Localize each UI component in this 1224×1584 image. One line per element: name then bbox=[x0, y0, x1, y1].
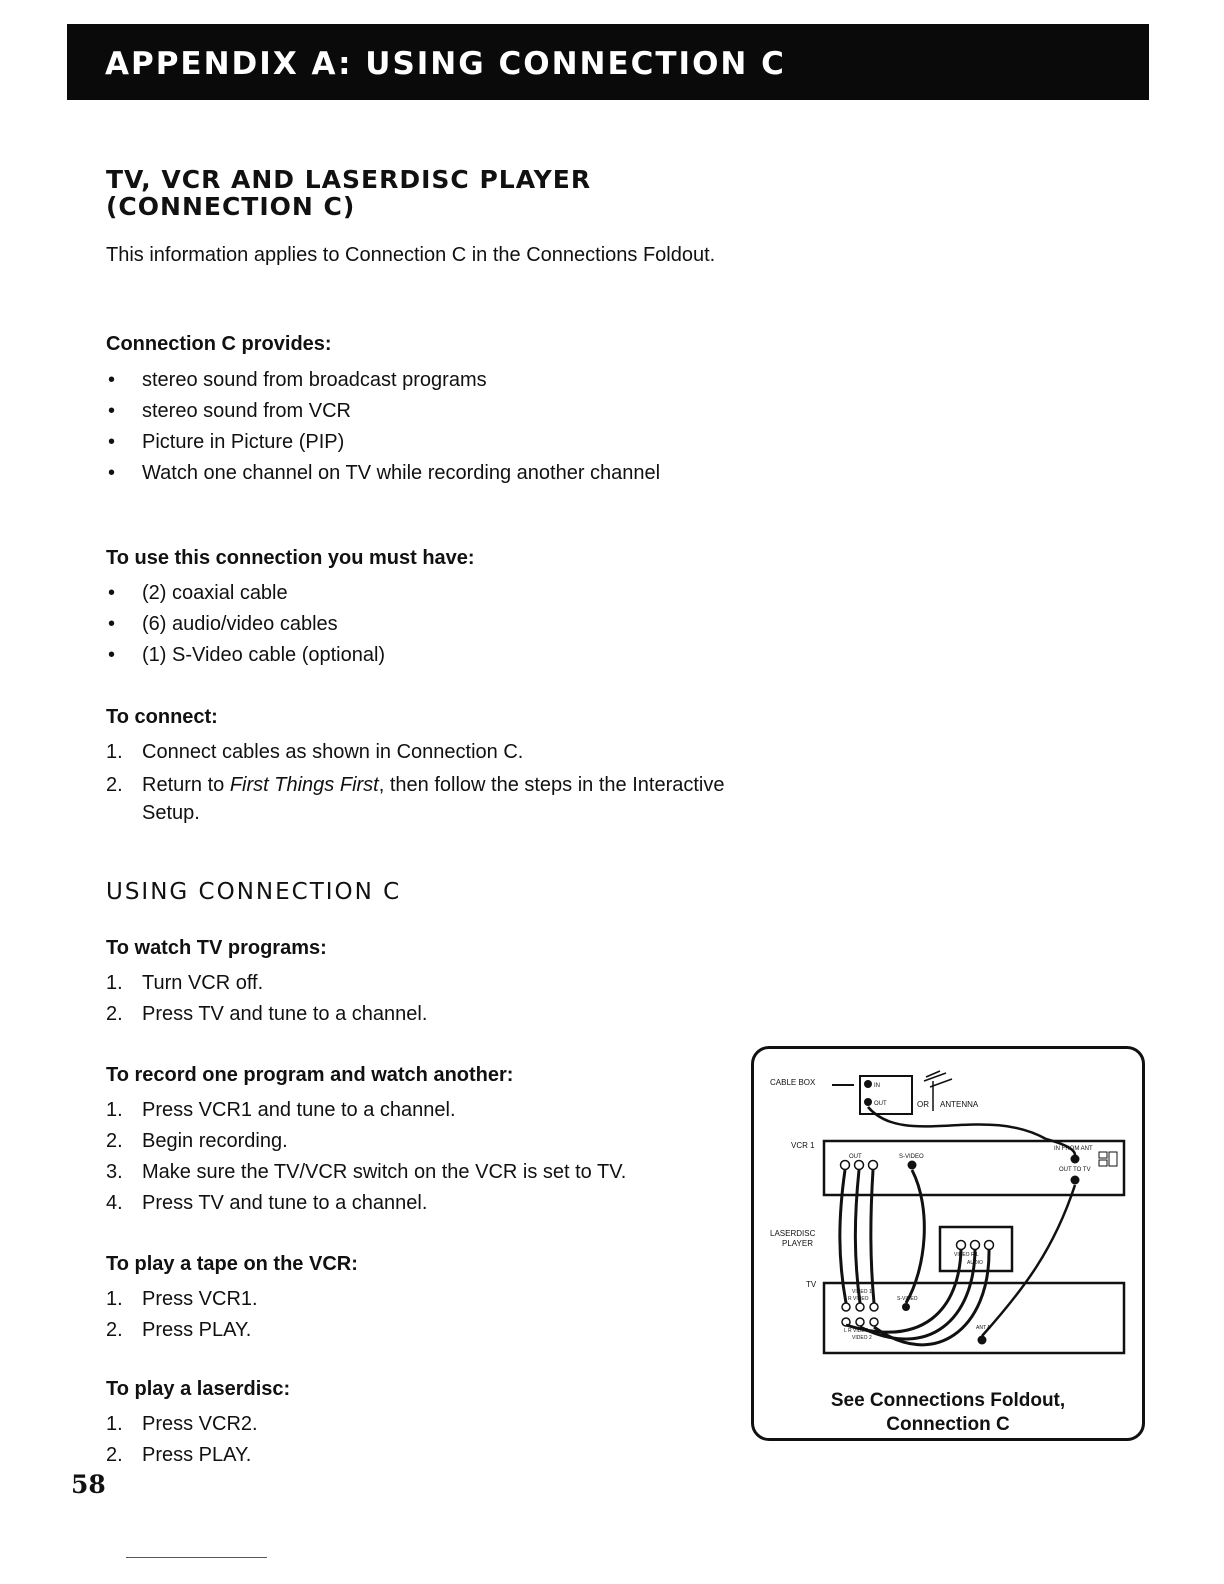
tv-ant-jack bbox=[978, 1336, 987, 1345]
must-have-heading: To use this connection you must have: bbox=[106, 547, 475, 569]
vcr1-switch bbox=[1099, 1152, 1107, 1158]
laserdisc-label-line1: LASERDISC bbox=[770, 1229, 816, 1238]
laserdisc-jack-r bbox=[971, 1241, 980, 1250]
tv-video2-label: VIDEO 2 bbox=[852, 1335, 872, 1341]
coax-cable-1 bbox=[868, 1107, 1046, 1139]
cable-box-label: CABLE BOX bbox=[770, 1078, 816, 1087]
vcr1-out-jack bbox=[1071, 1176, 1080, 1185]
connection-diagram-drawing bbox=[754, 1049, 1142, 1438]
cable-box-out-jack bbox=[864, 1098, 872, 1106]
tv-svideo-jack bbox=[902, 1303, 910, 1311]
vcr1-out-to-tv-label: OUT TO TV bbox=[1059, 1167, 1091, 1173]
connect-heading: To connect: bbox=[106, 706, 218, 728]
list-item: • stereo sound from VCR bbox=[106, 399, 706, 424]
first-things-first-ref: First Things First bbox=[229, 774, 379, 796]
laserdisc-label-line2: PLAYER bbox=[782, 1239, 813, 1248]
must-have-list bbox=[106, 581, 706, 674]
tv-ant-a-label: ANT A bbox=[976, 1325, 991, 1331]
play-laserdisc-steps bbox=[106, 1412, 706, 1474]
video-cable bbox=[871, 1170, 874, 1303]
appendix-banner: APPENDIX A: USING CONNECTION C bbox=[67, 24, 1149, 100]
record-steps bbox=[106, 1098, 706, 1222]
vcr1-jack-video bbox=[869, 1161, 878, 1170]
list-item: 2. Press TV and tune to a channel. bbox=[106, 1003, 428, 1025]
connection-diagram bbox=[751, 1046, 1145, 1441]
tv-jack bbox=[870, 1318, 878, 1326]
section-title-line2: (CONNECTION C) bbox=[106, 192, 356, 221]
vcr1-jack-r bbox=[855, 1161, 864, 1170]
laserdisc-jack-labels: VIDEO R L bbox=[954, 1252, 979, 1258]
cable-box-in-label: IN bbox=[874, 1083, 880, 1089]
coax-cable-2 bbox=[982, 1185, 1075, 1336]
list-item: 1. Press VCR1 and tune to a channel. bbox=[106, 1099, 456, 1121]
diagram-caption-line1: See Connections Foldout, bbox=[830, 1390, 1066, 1411]
list-item: • (6) audio/video cables bbox=[106, 612, 706, 637]
vcr1-jack-l bbox=[841, 1161, 850, 1170]
list-item: • stereo sound from broadcast programs bbox=[106, 368, 706, 393]
list-item: 2. Return to First Things First, then follow the steps in the Interactive Setup. bbox=[106, 774, 725, 824]
cable-box-out-label: OUT bbox=[874, 1101, 887, 1107]
tv-jack bbox=[870, 1303, 878, 1311]
list-item: • (2) coaxial cable bbox=[106, 581, 706, 606]
vcr1-in-from-ant-label: IN FROM ANT bbox=[1054, 1146, 1093, 1152]
list-item: • (1) S-Video cable (optional) bbox=[106, 643, 706, 668]
vcr1-in-jack bbox=[1071, 1155, 1080, 1164]
section-title bbox=[106, 166, 591, 220]
page-number: 58 bbox=[71, 1470, 106, 1499]
tv-video2-jack-labels: L R VIDEO bbox=[844, 1328, 869, 1334]
using-connection-title: USING CONNECTION C bbox=[106, 879, 402, 905]
watch-tv-heading: To watch TV programs: bbox=[106, 937, 327, 959]
tv-svideo-label: S-VIDEO bbox=[897, 1296, 918, 1302]
vcr1-label: VCR 1 bbox=[791, 1141, 815, 1150]
laserdisc-jack-video bbox=[957, 1241, 966, 1250]
tv-jack bbox=[856, 1303, 864, 1311]
intro-paragraph: This information applies to Connection C in the Connections Foldout. bbox=[106, 244, 716, 266]
laserdisc-audio-label: AUDIO bbox=[967, 1260, 983, 1266]
list-item: 3. Make sure the TV/VCR switch on the VCR is set to TV. bbox=[106, 1161, 627, 1183]
provides-heading: Connection C provides: bbox=[106, 333, 332, 355]
tv-label: TV bbox=[806, 1280, 817, 1289]
list-item: 2. Begin recording. bbox=[106, 1130, 288, 1152]
list-item: 1. Connect cables as shown in Connection C. bbox=[106, 741, 524, 763]
vcr1-switch bbox=[1099, 1160, 1107, 1166]
footer-rule bbox=[126, 1557, 267, 1558]
vcr1-svideo-label: S-VIDEO bbox=[899, 1154, 924, 1160]
antenna-icon bbox=[924, 1071, 952, 1087]
cable-box-in-jack bbox=[864, 1080, 872, 1088]
tv-video1-jack-labels: L R VIDEO bbox=[844, 1296, 869, 1302]
provides-list bbox=[106, 368, 706, 492]
list-item: • Picture in Picture (PIP) bbox=[106, 430, 706, 455]
list-item: • Watch one channel on TV while recording another channel bbox=[106, 461, 662, 486]
or-label: OR bbox=[917, 1100, 929, 1109]
tv-jack bbox=[856, 1318, 864, 1326]
tv-jack bbox=[842, 1303, 850, 1311]
tv-video1-label: VIDEO 1 bbox=[852, 1289, 872, 1295]
list-item: 4. Press TV and tune to a channel. bbox=[106, 1192, 428, 1214]
diagram-caption-line2: Connection C bbox=[886, 1414, 1010, 1435]
diagram-caption bbox=[754, 1389, 1142, 1437]
play-tape-heading: To play a tape on the VCR: bbox=[106, 1253, 358, 1275]
vcr1-switch bbox=[1109, 1152, 1117, 1166]
connect-steps bbox=[106, 740, 725, 833]
record-heading: To record one program and watch another: bbox=[106, 1064, 514, 1086]
play-laserdisc-heading: To play a laserdisc: bbox=[106, 1378, 291, 1400]
laserdisc-jack-l bbox=[985, 1241, 994, 1250]
list-item: 2. Press PLAY. bbox=[106, 1319, 252, 1341]
antenna-label: ANTENNA bbox=[940, 1100, 979, 1109]
watch-tv-steps bbox=[106, 971, 706, 1033]
list-item: 1. Press VCR1. bbox=[106, 1288, 258, 1310]
play-tape-steps bbox=[106, 1287, 706, 1349]
list-item: 2. Press PLAY. bbox=[106, 1444, 252, 1466]
vcr1-out-label: OUT bbox=[849, 1154, 862, 1160]
list-item: 1. Turn VCR off. bbox=[106, 972, 264, 994]
vcr1-svideo-jack bbox=[908, 1161, 917, 1170]
section-title-line1: TV, VCR AND LASERDISC PLAYER bbox=[106, 165, 592, 194]
list-item: 1. Press VCR2. bbox=[106, 1413, 258, 1435]
